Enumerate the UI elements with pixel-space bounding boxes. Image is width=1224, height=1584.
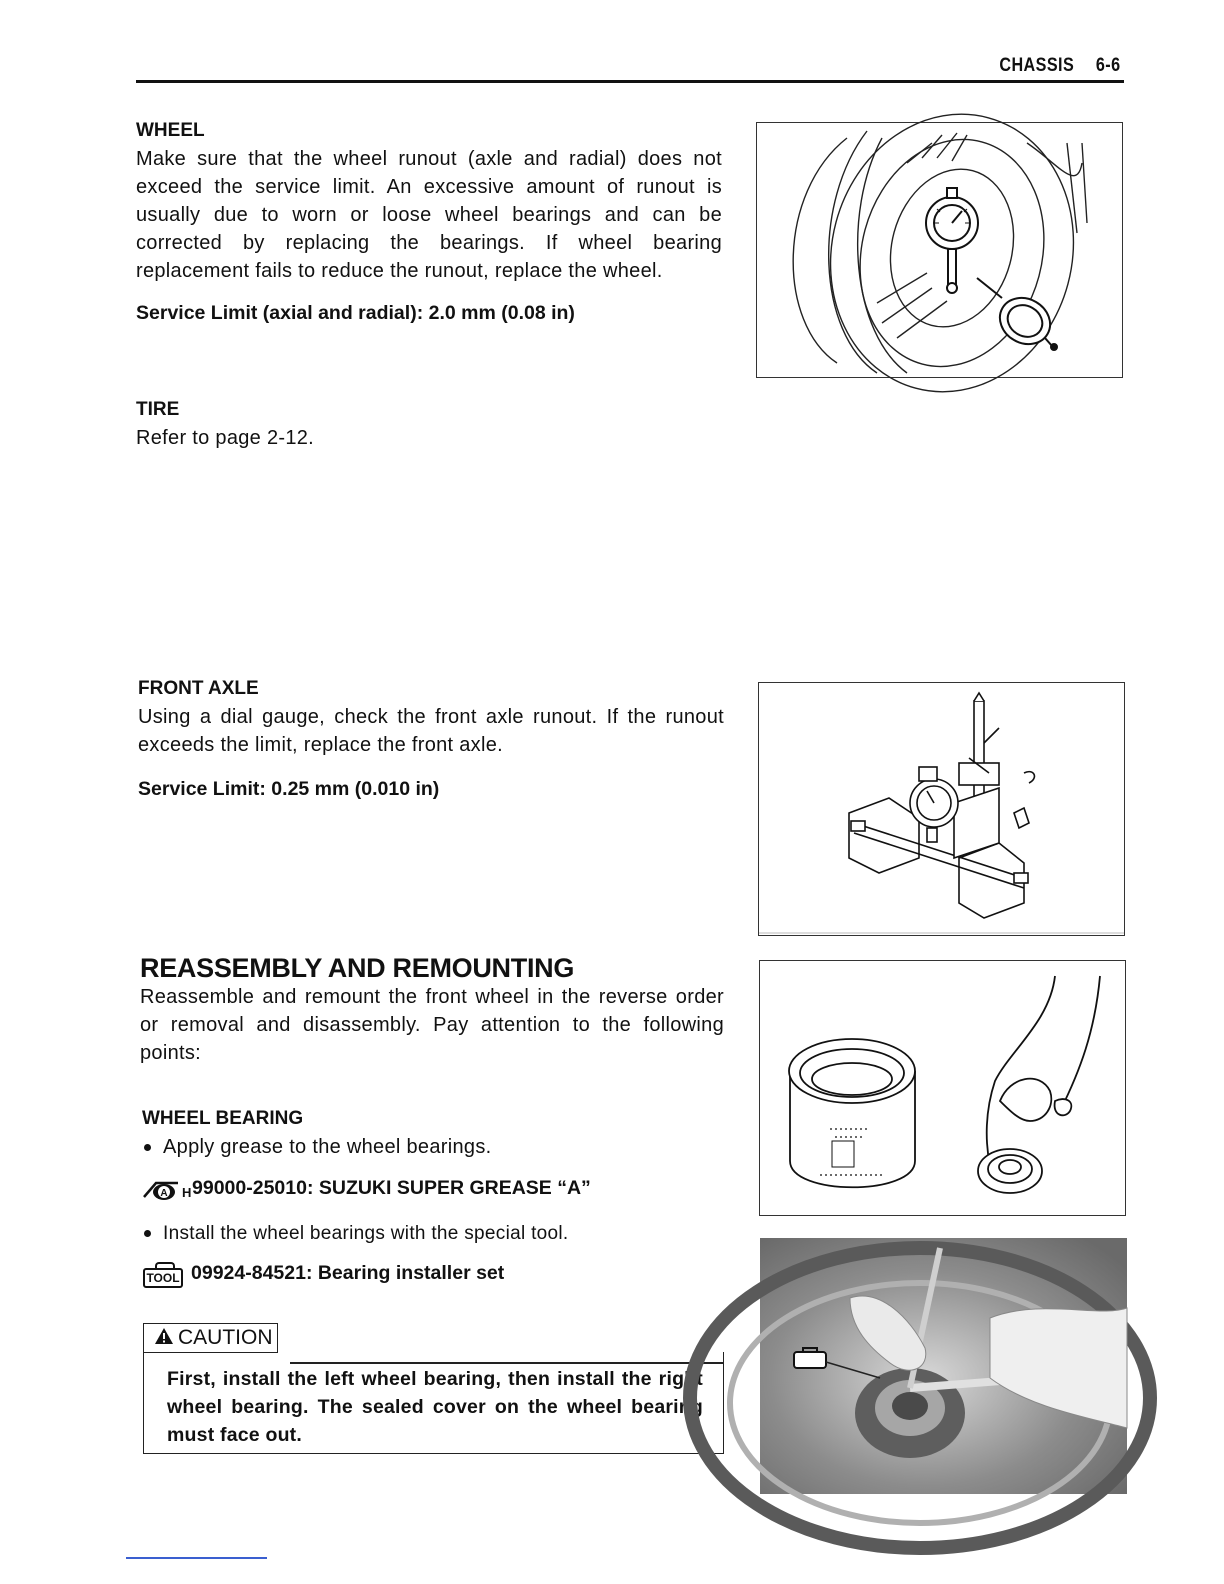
bullet-install-bearings <box>142 1220 722 1248</box>
grease-reference <box>142 1177 591 1201</box>
tool-reference-text: 09924-84521: Bearing installer set <box>191 1262 505 1285</box>
wheel-runout-figure <box>756 122 1123 378</box>
bullet-dot-icon <box>144 1230 151 1237</box>
grease-drawing <box>760 961 1125 1215</box>
reassembly-heading: REASSEMBLY AND REMOUNTING <box>140 953 575 983</box>
wheel-runout-drawing <box>757 123 1122 377</box>
grease-figure <box>759 960 1126 1216</box>
tool-reference <box>143 1262 504 1288</box>
wheel-bearing-heading: WHEEL BEARING <box>142 1108 304 1129</box>
wheel-service-limit: Service Limit (axial and radial): 2.0 mm (0.08 in) <box>136 302 575 324</box>
tool-icon-label: TOOL <box>143 1268 183 1288</box>
warning-triangle-icon <box>154 1327 174 1345</box>
wheel-heading: WHEEL <box>136 120 205 141</box>
wheel-paragraph: Make sure that the wheel runout (axle and radial) does not exceed the service limit. An excessive amount of runout is usually due to worn or loose wheel bearings and can be corrected by replacing the bearings. If wheel bearing replacement fails to reduce the runout, replace the wheel. <box>136 148 722 282</box>
caution-label-text: CAUTION <box>178 1326 273 1349</box>
header-page-number: 6-6 <box>1095 55 1120 76</box>
caution-label <box>143 1323 278 1353</box>
grease-gun-icon <box>142 1179 190 1201</box>
header-section: CHASSIS <box>998 55 1074 76</box>
tool-icon <box>143 1262 183 1288</box>
grease-icon-letter-h: H <box>182 1184 192 1200</box>
page-header <box>999 55 1120 77</box>
bullet-apply-grease <box>142 1133 722 1161</box>
footer-link-line <box>126 1557 267 1559</box>
bullet-dot-icon <box>144 1144 151 1151</box>
bearing-install-photo-drawing <box>760 1238 1127 1494</box>
bullet-install-bearings-text: Install the wheel bearings with the special tool. <box>163 1223 569 1244</box>
reassembly-paragraph: Reassemble and remount the front wheel in the reverse order or removal and disassembly. Pay attention to the following points: <box>140 986 724 1064</box>
bearing-install-photo <box>760 1238 1127 1494</box>
caution-box <box>143 1352 724 1454</box>
front-axle-heading: FRONT AXLE <box>138 678 259 699</box>
bullet-apply-grease-text: Apply grease to the wheel bearings. <box>163 1136 492 1158</box>
tire-text: Refer to page 2-12. <box>136 427 315 449</box>
front-axle-figure <box>758 682 1125 936</box>
front-axle-drawing <box>759 683 1124 935</box>
front-axle-service-limit: Service Limit: 0.25 mm (0.010 in) <box>138 778 440 800</box>
tire-heading: TIRE <box>136 399 180 420</box>
grease-icon-letter-a: A <box>160 1187 168 1199</box>
grease-reference-text: 99000-25010: SUZUKI SUPER GREASE “A” <box>192 1177 591 1199</box>
caution-text: First, install the left wheel bearing, then install the right wheel bearing. The sealed cover on the wheel bearing must face out. <box>167 1368 703 1446</box>
front-axle-paragraph: Using a dial gauge, check the front axle runout. If the runout exceeds the limit, replace the front axle. <box>138 706 724 756</box>
header-rule <box>136 80 1124 83</box>
